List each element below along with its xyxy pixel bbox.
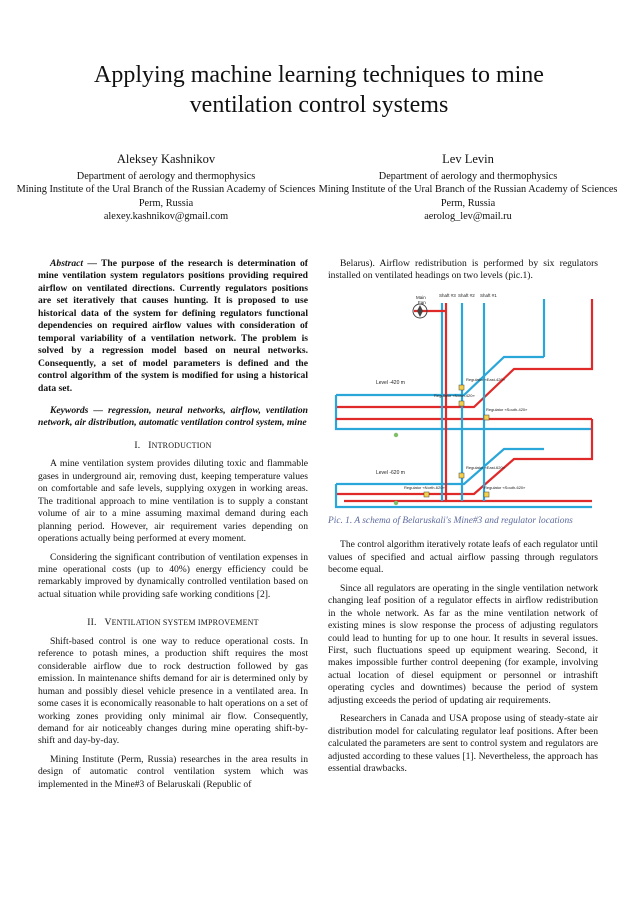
author-email[interactable]: alexey.kashnikov@gmail.com	[103, 211, 229, 223]
author-department: Department of aerology and thermophysics	[378, 170, 558, 182]
regulator-label: Regulator «North-420»	[434, 392, 475, 398]
shaft-label: Shaft #2	[458, 292, 475, 298]
paragraph: Mining Institute (Perm, Russia) researches in the area results in design of automatic control ventilation system which was implemented in the Mine#3 of Belaruskali (Republic of	[38, 753, 308, 790]
left-column	[38, 258, 308, 797]
paragraph: A mine ventilation system provides diluting toxic and flammable gases in underground air, removing dust, keeping temperature values on comfortable and safe levels, supplying oxygen in working areas. The traditional approach to mine ventilation is to supply a constant volume of air to a mine assuming maximal demand during each planning period. However, air requirement varies depending on operations actually being performed at every moment.	[38, 458, 308, 545]
return-airway-upper	[336, 299, 592, 407]
main-fan-label: Main	[416, 294, 426, 300]
author-city: Perm, Russia	[138, 197, 194, 209]
keywords: Keywords — regression, neural networks, airflow, ventilation network, air distribution, automatic ventilation control system, mine	[38, 404, 308, 429]
level-label-top: Level -420 m	[376, 379, 405, 386]
regulator-label: Regulator «East-420»	[466, 376, 505, 382]
paragraph: Researchers in Canada and USA propose using of steady-state air distribution model for calculating regulator leaf positions. After been calculated the parameters are sent to control system and regulators are adjusted according to these values [1]. Nevertheless, the approach has essential drawbacks.	[328, 713, 598, 775]
right-column	[328, 258, 598, 782]
airflow-marker	[394, 501, 398, 505]
regulator-icon	[459, 473, 464, 478]
author-name: Lev Levin	[442, 152, 494, 166]
mine-schema-figure	[334, 289, 596, 511]
shaft-label: Shaft #3	[439, 292, 456, 298]
abstract-label: Abstract	[50, 258, 84, 269]
regulator-icon	[484, 492, 489, 497]
airflow-marker	[394, 433, 398, 437]
abstract	[38, 258, 308, 395]
intake-airway-lower-south	[336, 484, 592, 507]
author-institute: Mining Institute of the Ural Branch of the Russian Academy of Sciences	[16, 184, 316, 196]
level-label-bottom: Level -620 m	[376, 469, 405, 476]
mine-schema-diagram	[334, 289, 596, 511]
regulator-icon	[484, 415, 489, 420]
intake-airway-upper-south	[336, 392, 592, 429]
paragraph: The control algorithm iteratively rotate leafs of each regulator until values of specified and actual airflow passing through regulators become equal.	[328, 539, 598, 576]
paragraph: Since all regulators are operating in the single ventilation network changing leaf position of a regulator effects in airflow redistribution in the whole network. As far as the mine ventilation network of existing mines is slow response the process of adjusting regulators could lead to hunting for up to one hour. It results in several issues. First, such fluctuations speed up equipment wearing. Second, it makes impossible further control deepening (for example, involving actual location of diesel equipment or personnel or intrashift operating cycles and downtimes) because the period of system adjusting exceeds the period of updating air requirements.	[328, 582, 598, 706]
regulator-label: Regulator «South-620»	[484, 484, 526, 490]
author-block-levin	[318, 153, 618, 224]
intake-airway-upper	[336, 299, 544, 395]
paragraph: Considering the significant contribution of ventilation expenses in mine operational costs (up to 40%) energy efficiency could be remarkably improved by dynamically controlled ventilation based on actual situation while providing safe working conditions [2].	[38, 551, 308, 600]
regulator-label: Regulator «North-620»	[404, 484, 445, 490]
author-block-kashnikov	[16, 153, 316, 224]
paper-title: Applying machine learning techniques to mine ventilation control systems	[94, 62, 544, 118]
regulator-label: Regulator «South-420»	[486, 406, 528, 412]
intake-airway-lower	[336, 449, 544, 484]
section-heading-improvement: II. VENTILATION SYSTEM IMPROVEMENT	[87, 617, 259, 629]
regulator-label: Regulator «East-620»	[466, 464, 505, 470]
abstract-text: — The purpose of the research is determination of mine ventilation system regulators positions providing required airflow on ventilated directions. Currently regulators positions are set iteratively that causes hunting. It is proposed to use historical data of the system for defining regulators functional dependencies on required airflow values with consideration of temporal variability of a ventilation network. The problem is solved by a regression model based on neural networks. Consequently, a set of model parameters is defined and the control algorithm of the system is modified for using a historical data set.	[38, 258, 308, 394]
regulator-icon	[459, 385, 464, 390]
author-email[interactable]: aerolog_lev@mail.ru	[424, 211, 512, 223]
figure-caption: Pic. 1. A schema of Belaruskali's Mine#3 and regulator locations	[328, 515, 573, 526]
author-city: Perm, Russia	[440, 197, 496, 209]
main-fan-label-2: Fan	[418, 299, 426, 305]
author-department: Department of aerology and thermophysics	[76, 170, 256, 182]
paragraph: Shift-based control is one way to reduce operational costs. In reference to potash mines, a production shift requires the most considerable airflow due to rock destruction followed by gas emission. In maintenance shifts demand for air is determined only by human and possibly diesel vehicle presence in a ventilated area. In some cases it is economically reasonable to halt operations on a set of working zones providing only minimal air flow. Consequently, demand for air noticeably changes during mine operating shift-by-shift and day-by-day.	[38, 635, 308, 747]
section-heading-introduction: I. INTRODUCTION	[134, 439, 212, 451]
author-name: Aleksey Kashnikov	[116, 152, 216, 166]
author-institute: Mining Institute of the Ural Branch of the Russian Academy of Sciences	[318, 184, 618, 196]
regulator-icon	[459, 401, 464, 406]
paragraph: Belarus). Airflow redistribution is performed by six regulators installed on ventilated headings on two levels (pic.1).	[328, 258, 598, 282]
regulator-icon	[424, 492, 429, 497]
shaft-label: Shaft #1	[480, 292, 497, 298]
